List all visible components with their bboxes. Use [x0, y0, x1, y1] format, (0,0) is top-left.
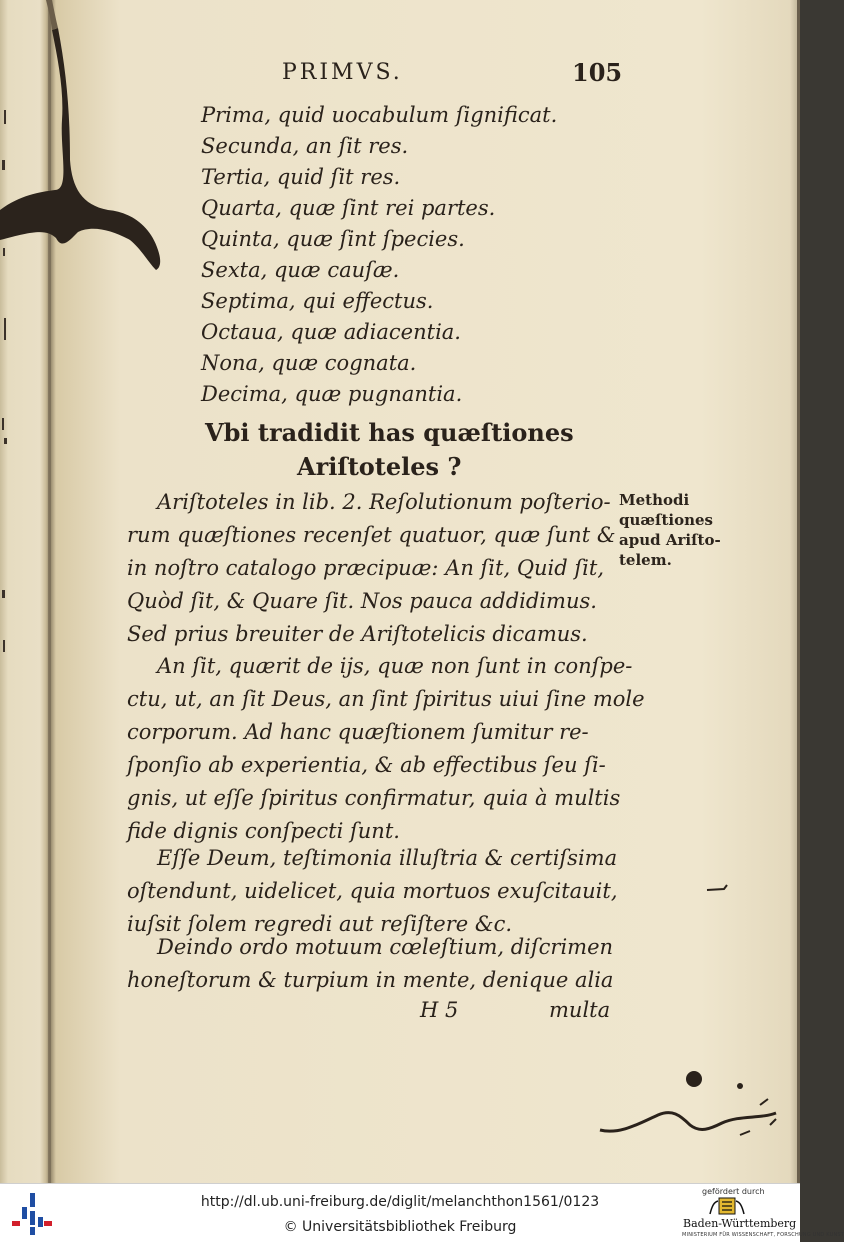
section-heading [205, 416, 585, 484]
heading-line: Vbi tradidit has quæſtiones [205, 418, 574, 447]
viewer-footer [0, 1183, 844, 1242]
copyright-notice: © Universitätsbibliothek Freiburg [283, 1219, 517, 1235]
margin-note [619, 490, 721, 570]
margin-note-line: telem. [619, 551, 672, 569]
text-line: fide dignis conſpecti ſunt. [127, 819, 400, 843]
question-item: Tertia, quid ſit res. [201, 165, 401, 189]
question-item: Nona, quæ cognata. [201, 351, 417, 375]
question-item: Octaua, quæ adiacentia. [201, 320, 461, 344]
question-item: Quarta, quæ ſint rei partes. [201, 196, 496, 220]
ink-mark [706, 882, 728, 896]
catchword: multa [549, 998, 611, 1022]
paragraph-deindo [127, 931, 613, 997]
funded-by-label: gefördert durch [702, 1187, 765, 1196]
text-line: honeſtorum & turpium in mente, denique alia [127, 968, 614, 992]
text-line: Ariſtoteles in lib. 2. Reſolutionum poſterio- [157, 490, 611, 514]
question-item: Secunda, an ſit res. [201, 134, 409, 158]
text-line: Sed prius breuiter de Ariſtotelicis dicamus. [127, 622, 588, 646]
funder-name: Baden-Württemberg [683, 1217, 797, 1230]
signature-mark: H 5 [420, 998, 459, 1022]
text-line: oſtendunt, uidelicet, quia mortuos exuſcitauit, [127, 879, 618, 903]
text-line: in noſtro catalogo præcipuæ: An ſit, Quid ſit, [127, 556, 604, 580]
text-line: ctu, ut, an ſit Deus, an ſint ſpiritus uiui ſine mole [127, 687, 645, 711]
question-item: Decima, quæ pugnantia. [201, 382, 463, 406]
margin-note-line: quæſtiones [619, 511, 713, 529]
question-item: Septima, qui effectus. [201, 289, 434, 313]
text-line: corporum. Ad hanc quæſtionem ſumitur re- [127, 720, 589, 744]
question-item: Prima, quid uocabulum ſignificat. [201, 103, 558, 127]
margin-note-line: apud Ariſto- [619, 531, 721, 549]
permalink-url[interactable]: http://dl.ub.uni-freiburg.de/diglit/melanchthon1561/0123 [200, 1194, 600, 1210]
paragraph-an-sit [127, 650, 645, 848]
text-line: iuſsit ſolem regredi aut reſiſtere &c. [127, 912, 513, 936]
heading-line: Ariſtoteles ? [297, 452, 462, 481]
running-head: PRIMVS. [282, 60, 403, 85]
ministry-name: MINISTERIUM FÜR WISSENSCHAFT, FORSCHUNG UND KUNST [682, 1232, 844, 1238]
question-item: Sexta, quæ cauſæ. [201, 258, 400, 282]
ink-smudge [600, 1085, 800, 1155]
paragraph-esse-deum [127, 842, 618, 941]
page-number: 105 [572, 58, 623, 87]
text-line: Eſſe Deum, teſtimonia illuſtria & certiſsima [157, 846, 618, 870]
question-item: Quinta, quæ ſint ſpecies. [201, 227, 465, 251]
margin-note-line: Methodi [619, 491, 690, 509]
text-line: Deindo ordo motuum cœleſtium, diſcrimen [157, 935, 614, 959]
question-list [201, 100, 557, 410]
state-coat-of-arms-icon [706, 1196, 748, 1216]
text-line: gnis, ut eſſe ſpiritus confirmatur, quia à multis [127, 786, 621, 810]
text-line: rum quæſtiones recenſet quatuor, quæ ſunt & [127, 523, 616, 547]
text-line: Quòd ſit, & Quare ſit. Nos pauca addidimus. [127, 589, 597, 613]
paragraph-aristotle [127, 486, 616, 651]
text-line: An ſit, quærit de ijs, quæ non ſunt in conſpe- [157, 654, 633, 678]
text-line: ſponſio ab experientia, & ab effectibus ſeu ſi- [127, 753, 606, 777]
